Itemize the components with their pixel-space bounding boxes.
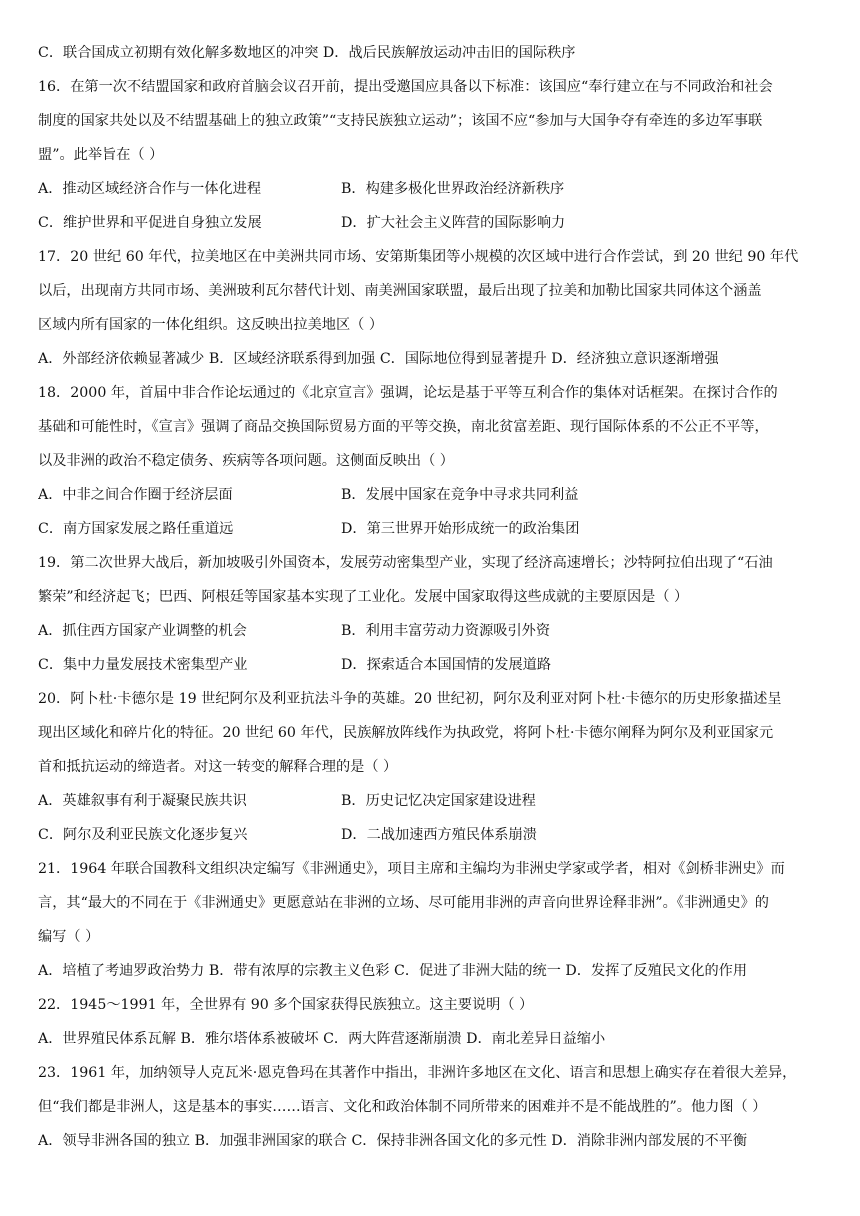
question-stem-line: 区域内所有国家的一体化组织。这反映出拉美地区（ ） — [38, 317, 384, 333]
question-stem-line: 17．20 世纪 60 年代，拉美地区在中美洲共同市场、安第斯集团等小规模的次区域中进行合作尝试，到 20 世纪 90 年代 — [38, 249, 799, 265]
question-stem-line: 言，其“最大的不同在于《非洲通史》更愿意站在非洲的立场、尽可能用非洲的声音向世界诠释非洲”。《非洲通史》的 — [38, 895, 769, 911]
option-d: D．探索适合本国国情的发展道路 — [341, 657, 552, 673]
question-16 — [38, 70, 828, 240]
question-stem-line: 18．2000 年，首届中非合作论坛通过的《北京宣言》强调，论坛是基于平等互利合作的集体对话框架。在探讨合作的 — [38, 385, 778, 401]
option-c: C．维护世界和平促进自身独立发展 — [38, 215, 262, 231]
option-b: B．历史记忆决定国家建设进程 — [341, 793, 536, 809]
option-d: D．二战加速西方殖民体系崩溃 — [341, 827, 537, 843]
question-stem-line: 以后，出现南方共同市场、美洲玻利瓦尔替代计划、南美洲国家联盟，最后出现了拉美和加勒比国家共同体这个涵盖 — [38, 283, 762, 299]
question-stem-line: 19．第二次世界大战后，新加坡吸引外国资本，发展劳动密集型产业，实现了经济高速增长；沙特阿拉伯出现了“石油 — [38, 555, 773, 571]
question-stem-line: 16．在第一次不结盟国家和政府首脑会议召开前，提出受邀国应具备以下标准：该国应“奉行建立在与不同政治和社会 — [38, 79, 773, 95]
options-row — [38, 478, 828, 512]
option-b: B．利用丰富劳动力资源吸引外资 — [341, 623, 551, 639]
question-21 — [38, 852, 828, 988]
options-row: A．世界殖民体系瓦解 B．雅尔塔体系被破坏 C．两大阵营逐渐崩溃 D．南北差异日益缩小 — [38, 1031, 606, 1047]
options-row — [38, 614, 828, 648]
question-stem-line: 23．1961 年，加纳领导人克瓦米·恩克鲁玛在其著作中指出，非洲许多地区在文化、语言和思想上确实存在着很大差异， — [38, 1065, 797, 1081]
option-b: B．发展中国家在竞争中寻求共同利益 — [341, 487, 579, 503]
exam-page — [38, 36, 828, 1158]
question-17 — [38, 240, 828, 376]
options-row — [38, 172, 828, 206]
question-18 — [38, 376, 828, 546]
question-stem-line: 基础和可能性时，《宣言》强调了商品交换国际贸易方面的平等交换，南北贫富差距、现行国际体系的不公正不平等， — [38, 419, 769, 435]
option-a: A．中非之间合作圈于经济层面 — [38, 487, 233, 503]
question-22 — [38, 988, 828, 1056]
option-d: D．扩大社会主义阵营的国际影响力 — [341, 215, 566, 231]
question-stem-line: 盟”。此举旨在（ ） — [38, 147, 164, 163]
options-row — [38, 206, 828, 240]
options-row — [38, 512, 828, 546]
option-a: A．抓住西方国家产业调整的机会 — [38, 623, 247, 639]
option-d: D．第三世界开始形成统一的政治集团 — [341, 521, 580, 537]
option-c: C．阿尔及利亚民族文化逐步复兴 — [38, 827, 248, 843]
question-stem-line: 首和抵抗运动的缔造者。对这一转变的解释合理的是（ ） — [38, 759, 398, 775]
question-20 — [38, 682, 828, 852]
question-stem-line: 制度的国家共处以及不结盟基础上的独立政策”“支持民族独立运动”；该国不应“参加与大国争夺有牵连的多边军事联 — [38, 113, 763, 129]
question-stem-line: 编写（ ） — [38, 929, 100, 945]
question-stem-line: 繁荣”和经济起飞；巴西、阿根廷等国家基本实现了工业化。发展中国家取得这些成就的主要原因是（ ） — [38, 589, 689, 605]
options-row — [38, 818, 828, 852]
options-row: A．外部经济依赖显著减少 B．区域经济联系得到加强 C．国际地位得到显著提升 D．经济独立意识逐渐增强 — [38, 351, 719, 367]
options-row — [38, 648, 828, 682]
question-stem-line: 现出区域化和碎片化的特征。20 世纪 60 年代，民族解放阵线作为执政党，将阿卜杜·卡德尔阐释为阿尔及利亚国家元 — [38, 725, 774, 741]
question-23 — [38, 1056, 828, 1158]
option-b: B．构建多极化世界政治经济新秩序 — [341, 181, 565, 197]
options-row — [38, 784, 828, 818]
option-a: A．推动区域经济合作与一体化进程 — [38, 181, 262, 197]
options-row: A．领导非洲各国的独立 B．加强非洲国家的联合 C．保持非洲各国文化的多元性 D．消除非洲内部发展的不平衡 — [38, 1133, 748, 1149]
option-c: C．集中力量发展技术密集型产业 — [38, 657, 248, 673]
question-stem-line: 21．1964 年联合国教科文组织决定编写《非洲通史》，项目主席和主编均为非洲史学家或学者，相对《剑桥非洲史》而 — [38, 861, 785, 877]
option-a: A．英雄叙事有利于凝聚民族共识 — [38, 793, 247, 809]
options-row: A．培植了考迪罗政治势力 B．带有浓厚的宗教主义色彩 C．促进了非洲大陆的统一 D．发挥了反殖民文化的作用 — [38, 963, 748, 979]
options-row-q15: C．联合国成立初期有效化解多数地区的冲突 D．战后民族解放运动冲击旧的国际秩序 — [38, 45, 576, 61]
question-stem-line: 但“我们都是非洲人，这是基本的事实……语言、文化和政治体制不同所带来的困难并不是不能战胜的”。他力图（ ） — [38, 1099, 767, 1115]
question-stem-line: 20．阿卜杜·卡德尔是 19 世纪阿尔及利亚抗法斗争的英雄。20 世纪初，阿尔及利亚对阿卜杜·卡德尔的历史形象描述呈 — [38, 691, 782, 707]
question-19 — [38, 546, 828, 682]
question-stem-line: 以及非洲的政治不稳定债务、疾病等各项问题。这侧面反映出（ ） — [38, 453, 454, 469]
option-c: C．南方国家发展之路任重道远 — [38, 521, 234, 537]
question-stem-line: 22．1945～1991 年，全世界有 90 多个国家获得民族独立。这主要说明（ ） — [38, 997, 534, 1013]
